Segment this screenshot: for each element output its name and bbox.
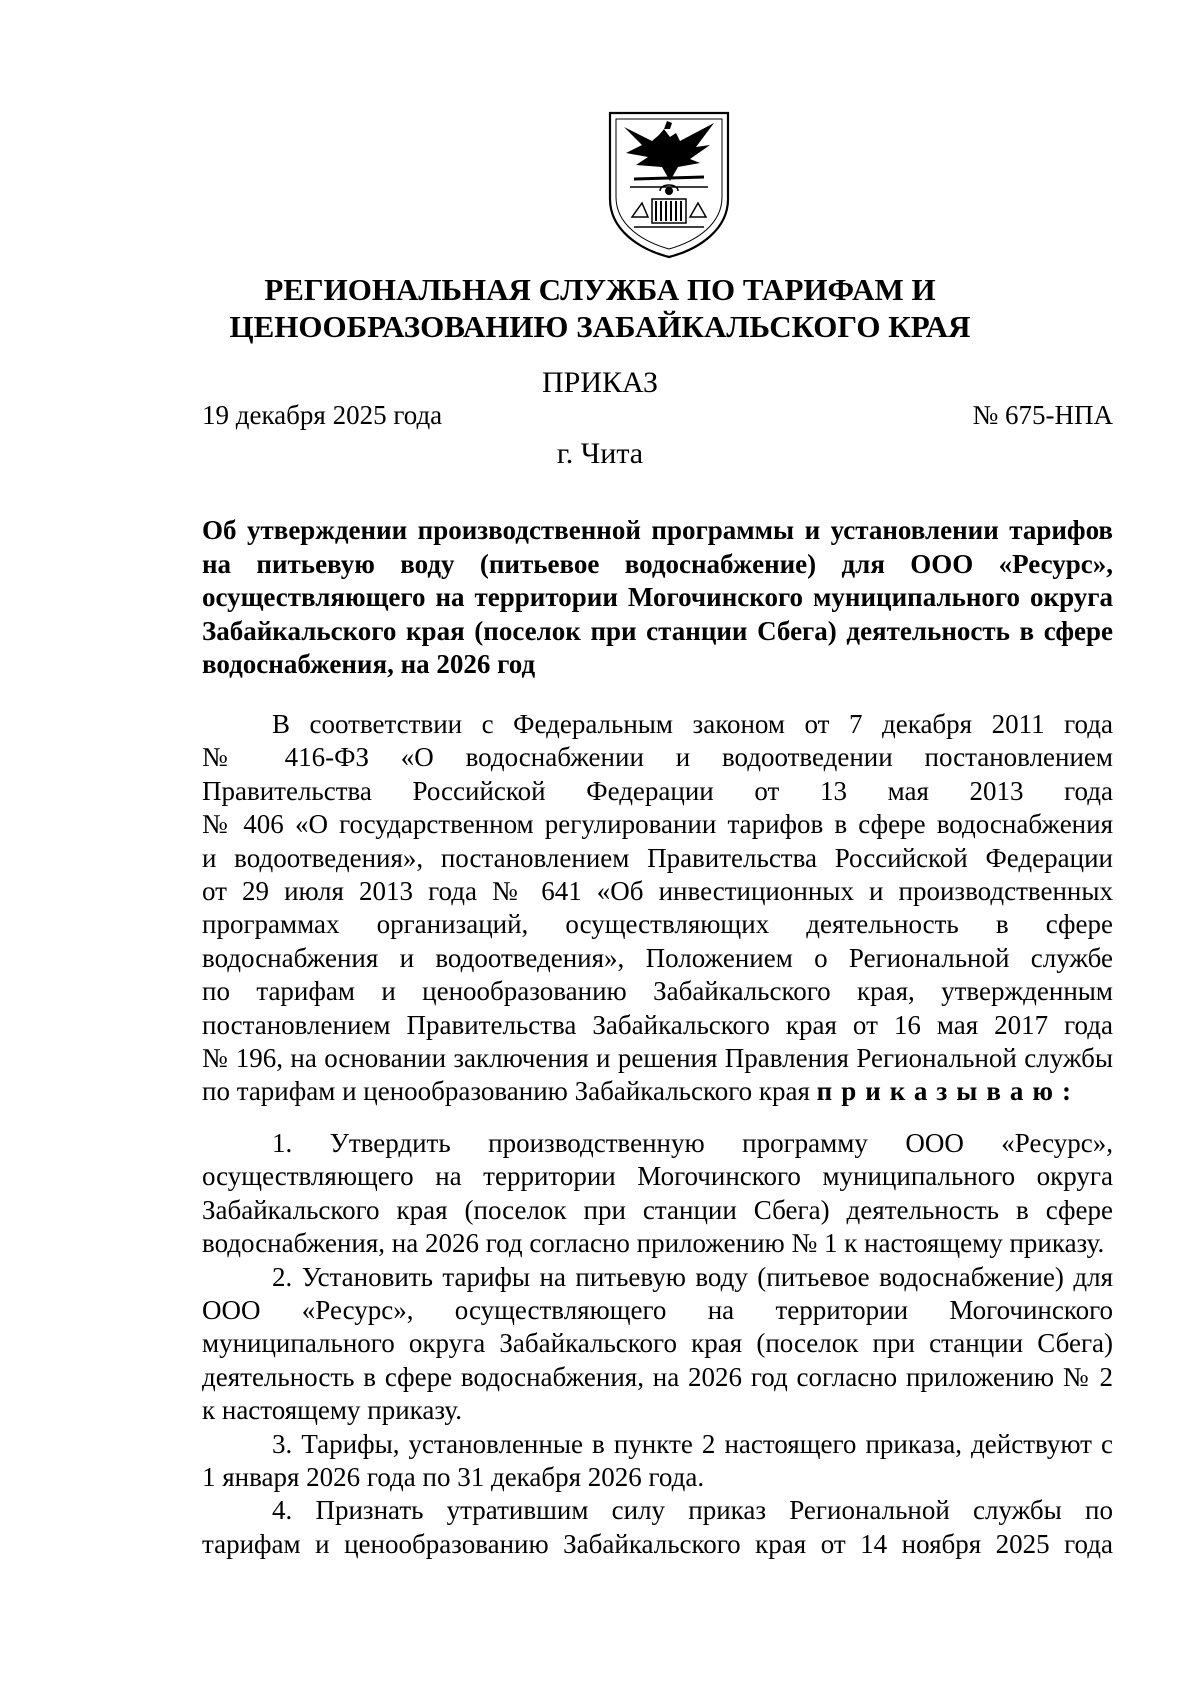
organization-name-line-2: ЦЕНООБРАЗОВАНИЮ ЗАБАЙКАЛЬСКОГО КРАЯ bbox=[229, 309, 971, 344]
item-line: 2. Установить тарифы на питьевую воду (питьевое водоснабжение) для bbox=[272, 1261, 1113, 1292]
title-line: осуществляющего на территории Могочинского муниципального округа bbox=[202, 582, 1113, 612]
item-line: 3. Тарифы, установленные в пункте 2 настоящего приказа, действуют с bbox=[272, 1428, 1113, 1459]
item-line: деятельность в сфере водоснабжения, на 2026 год согласно приложению № 2 bbox=[202, 1361, 1113, 1392]
preamble-line: программах организаций, осуществляющих деятельность в сфере bbox=[202, 909, 1113, 940]
preamble-line: В соответствии с Федеральным законом от 7 декабря 2011 года bbox=[272, 709, 1113, 739]
preamble-line: водоснабжения и водоотведения», Положением о Региональной службе bbox=[202, 942, 1113, 973]
title-line: Забайкальского края (поселок при станции Сбега) деятельность в сфере bbox=[202, 615, 1113, 646]
item-line: тарифам и ценообразованию Забайкальского края от 14 ноября 2025 года bbox=[202, 1528, 1113, 1559]
preamble-line: Правительства Российской Федерации от 13 мая 2013 года bbox=[202, 775, 1113, 806]
item-line: Забайкальского края (поселок при станции Сбега) деятельность в сфере bbox=[202, 1194, 1113, 1225]
item-line: водоснабжения, на 2026 год согласно приложению № 1 к настоящему приказу. bbox=[202, 1228, 1105, 1259]
title-line: на питьевую воду (питьевое водоснабжение) для ООО «Ресурс», bbox=[202, 548, 1113, 579]
preamble-line-text: по тарифам и ценообразованию Забайкальского края bbox=[202, 1076, 817, 1107]
document-title bbox=[202, 514, 1113, 682]
preamble-line: постановлением Правительства Забайкальского края от 16 мая 2017 года bbox=[202, 1009, 1113, 1040]
title-line: Об утверждении производственной программы и установлении тарифов bbox=[202, 515, 1113, 545]
item-line: 1. Утвердить производственную программу ООО «Ресурс», bbox=[272, 1128, 1113, 1158]
document-type: ПРИКАЗ bbox=[542, 366, 658, 399]
preamble-line: № 406 «О государственном регулировании тарифов в сфере водоснабжения bbox=[202, 809, 1113, 840]
document-city: г. Чита bbox=[556, 437, 644, 470]
item-line: осуществляющего на территории Могочинского муниципального округа bbox=[202, 1161, 1113, 1192]
order-items bbox=[202, 1127, 1113, 1561]
preamble-line: и водоотведения», постановлением Правительства Российской Федерации bbox=[202, 842, 1113, 873]
item-line: муниципального округа Забайкальского края (поселок при станции Сбега) bbox=[202, 1328, 1113, 1359]
preamble-paragraph bbox=[202, 708, 1113, 1109]
order-directive: приказываю: bbox=[816, 1076, 1081, 1107]
item-line: 1 января 2026 года по 31 декабря 2026 года. bbox=[202, 1462, 705, 1493]
preamble-line: по тарифам и ценообразованию Забайкальского края, утвержденным bbox=[202, 976, 1113, 1007]
preamble-line: № 416-ФЗ «О водоснабжении и водоотведении постановлением bbox=[202, 742, 1113, 773]
organization-name-line-1: РЕГИОНАЛЬНАЯ СЛУЖБА ПО ТАРИФАМ И bbox=[264, 272, 936, 307]
document-number: № 675-НПА bbox=[972, 400, 1113, 430]
title-line: водоснабжения, на 2026 год bbox=[202, 649, 536, 679]
item-line: 4. Признать утратившим силу приказ Региональной службы по bbox=[272, 1495, 1113, 1526]
document-date: 19 декабря 2025 года bbox=[202, 400, 443, 430]
preamble-line: № 196, на основании заключения и решения Правления Региональной службы bbox=[202, 1043, 1113, 1074]
item-line: ООО «Ресурс», осуществляющего на территории Могочинского bbox=[202, 1295, 1113, 1326]
item-line: к настоящему приказу. bbox=[202, 1395, 462, 1426]
coat-of-arms-emblem bbox=[604, 107, 734, 259]
preamble-line: от 29 июля 2013 года № 641 «Об инвестиционных и производственных bbox=[202, 876, 1113, 907]
preamble-last-line bbox=[202, 1075, 1113, 1108]
